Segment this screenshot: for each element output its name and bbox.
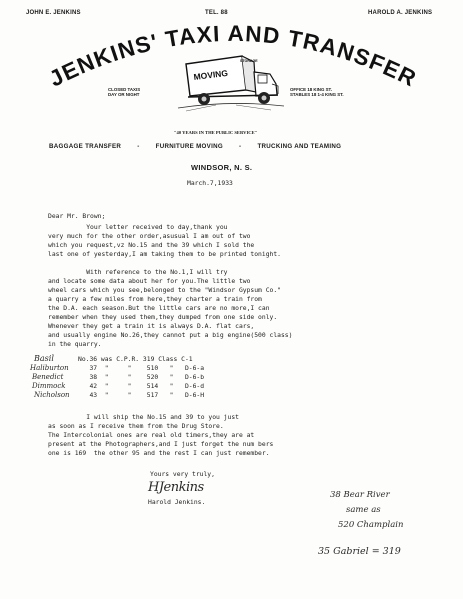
hand-name-basil: Basil: [34, 354, 54, 363]
hand-name-dimmock: Dimmock: [32, 382, 66, 390]
margin-note-same-as: same as: [346, 505, 381, 515]
engine-row: 42 " " 514 " D-6-d: [78, 383, 205, 390]
hand-name-benedict: Benedict: [32, 373, 64, 381]
signature-script: HJenkins: [148, 480, 204, 495]
signature-typed: Harold Jenkins.: [148, 499, 206, 506]
city: WINDSOR, N. S.: [191, 163, 253, 172]
phone-number: TEL. 88: [205, 10, 228, 16]
owner-left: JOHN E. JENKINS: [26, 10, 81, 16]
engine-row: 38 " " 520 " D-6-b: [78, 374, 205, 381]
engine-row: 37 " " 510 " D-6-a: [78, 365, 205, 372]
letter-date: March.7,1933: [187, 180, 233, 187]
service-baggage: BAGGAGE TRANSFER: [49, 143, 122, 150]
engine-row: No.36 was C.P.R. 319 Class C-1: [78, 356, 193, 363]
truck-storage-text: STORAGE: [240, 59, 258, 63]
services-line: BAGGAGE TRANSFER - FURNITURE MOVING - TRUCKING AND TEAMING: [49, 143, 342, 150]
closed-taxis-note: CLOSED TAXIS DAY OR NIGHT: [108, 87, 141, 98]
office-address-note: OFFICE 18 KING ST. STABLES 18 1-4 KING ST.: [290, 87, 344, 98]
margin-note-gabriel: 35 Gabriel = 319: [318, 546, 401, 557]
service-trucking: TRUCKING AND TEAMING: [257, 143, 342, 150]
company-name: JENKINS' TAXI AND TRANSFER: [45, 20, 421, 92]
slogan: "40 YEARS IN THE PUBLIC SERVICE": [174, 130, 258, 135]
hand-name-nicholson: Nicholson: [34, 391, 70, 399]
engine-row: 43 " " 517 " D-6-H: [78, 392, 205, 399]
owner-right: HAROLD A. JENKINS: [368, 10, 433, 16]
salutation: Dear Mr. Brown;: [48, 213, 106, 220]
closing: Yours very truly,: [150, 471, 215, 478]
letter-page: JOHN E. JENKINS TEL. 88 HAROLD A. JENKINS JENKINS' TAXI AND TRANSFER CLOSED TAXIS DAY OR NIGHT OFFICE 18 KING ST. STABLES 18 1-4 KING ST. MOVING STORAGE "40 YEARS IN THE PUBLIC SERVICE" BAGGAGE TRANSFER - FURNITURE MOVING - TRUCKING AND TEAMING WINDSOR, N. S. March.7,1933 Dear Mr. Brown; Your letter received to day,thank you very much for the other order,asusual I am out of two which you request,vz No.15 and the 39 which I sold the last one of yesterday,I am taking them to be printed tonight. With reference to the No.1,I will try and locate some data about her for you.The little two wheel cars which you see,belonged to the "Windsor Gypsum Co." a quarry a few miles from here,they charter a train from the D.A. each season.But the little cars are no more,I can remember when they used them,they dumped from one side only. Whenever they get a train it is always D.A. flat cars, and usually engine No.26,they cannot put a big engine(500 class) in the quarry. Basil Haliburton Benedict Dimmock Nicholson No.36 was C.P.R. 319 Class C-1 37 " " 510 " D-6-a 38 " " 520 " D-6-b 42 " " 514 " D-6-d 43 " " 517 " D-6-H I will ship the No.15 and 39 to you just as soon as I receive them from the Drug Store. The Intercolonial ones are real old timers,they are at present at the Photographers,and I just forget the num bers one is 169 the other 95 and the rest I can just remember. Yours very truly, HJenkins Harold Jenkins. 38 Bear River same as 520 Champlain 35 Gabriel = 319: [0, 0, 463, 599]
margin-note-bear-river: 38 Bear River: [330, 490, 390, 500]
truck-sign-text: MOVING: [193, 67, 229, 82]
moving-truck-illustration: [176, 50, 286, 112]
hand-name-haliburton: Haliburton: [30, 364, 69, 372]
service-furniture: FURNITURE MOVING: [155, 143, 223, 150]
margin-note-champlain: 520 Champlain: [338, 520, 404, 530]
